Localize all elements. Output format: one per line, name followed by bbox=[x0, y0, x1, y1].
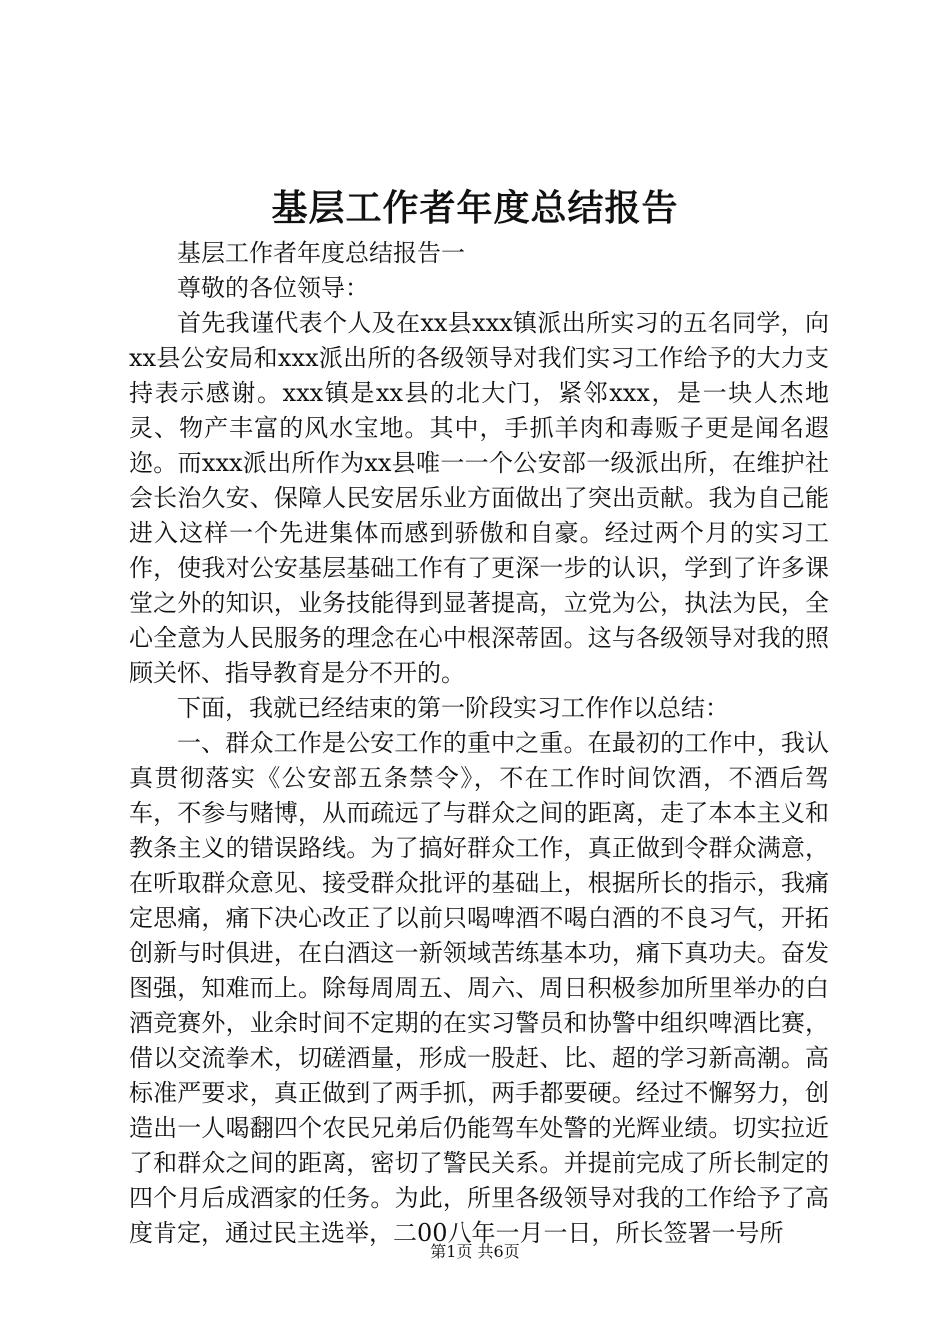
document-body bbox=[129, 236, 829, 1251]
page-footer: 第1页 共6页 bbox=[430, 1242, 520, 1261]
document-title: 基层工作者年度总结报告 bbox=[271, 187, 679, 229]
paragraph-section-one: 一、群众工作是公安工作的重中之重。在最初的工作中，我认真贯彻落实《公安部五条禁令》，不在工作时间饮酒，不酒后驾车，不参与赌博，从而疏远了与群众之间的距离，走了本本主义和教条主义的错误路线。为了搞好群众工作，真正做到令群众满意，在听取群众意见、接受群众批评的基础上，根据所长的指示，我痛定思痛，痛下决心改正了以前只喝啤酒不喝白酒的不良习气，开拓创新与时俱进，在白酒这一新领域苦练基本功，痛下真功夫。奋发图强，知难而上。除每周周五、周六、周日积极参加所里举办的白酒竞赛外，业余时间不定期的在实习警员和协警中组织啤酒比赛，借以交流拳术，切磋酒量，形成一股赶、比、超的学习新高潮。高标准严要求，真正做到了两手抓，两手都要硬。经过不懈努力，创造出一人喝翻四个农民兄弟后仍能驾车处警的光辉业绩。切实拉近了和群众之间的距离，密切了警民关系。并提前完成了所长制定的四个月后成酒家的任务。为此，所里各级领导对我的工作给予了高度肯定，通过民主选举，二00八年一月一日，所长签署一号所 bbox=[129, 729, 829, 1247]
paragraph-subtitle: 基层工作者年度总结报告一 bbox=[177, 239, 465, 267]
paragraph-summary-lead: 下面，我就已经结束的第一阶段实习工作作以总结： bbox=[177, 694, 729, 722]
paragraph-salutation: 尊敬的各位领导： bbox=[177, 274, 369, 302]
paragraph-intro: 首先我谨代表个人及在xx县xxx镇派出所实习的五名同学，向xx县公安局和xxx派出所的各级领导对我们实习工作给予的大力支持表示感谢。xxx镇是xx县的北大门，紧邻xxx，是一块人杰地灵、物产丰富的风水宝地。其中，手抓羊肉和毒贩子更是闻名遐迩。而xxx派出所作为xx县唯一一个公安部一级派出所，在维护社会长治久安、保障人民安居乐业方面做出了突出贡献。我为自己能进入这样一个先进集体而感到骄傲和自豪。经过两个月的实习工作，使我对公安基层基础工作有了更深一步的认识，学到了许多课堂之外的知识，业务技能得到显著提高，立党为公，执法为民，全心全意为人民服务的理念在心中根深蒂固。这与各级领导对我的照顾关怀、指导教育是分不开的。 bbox=[129, 309, 829, 687]
